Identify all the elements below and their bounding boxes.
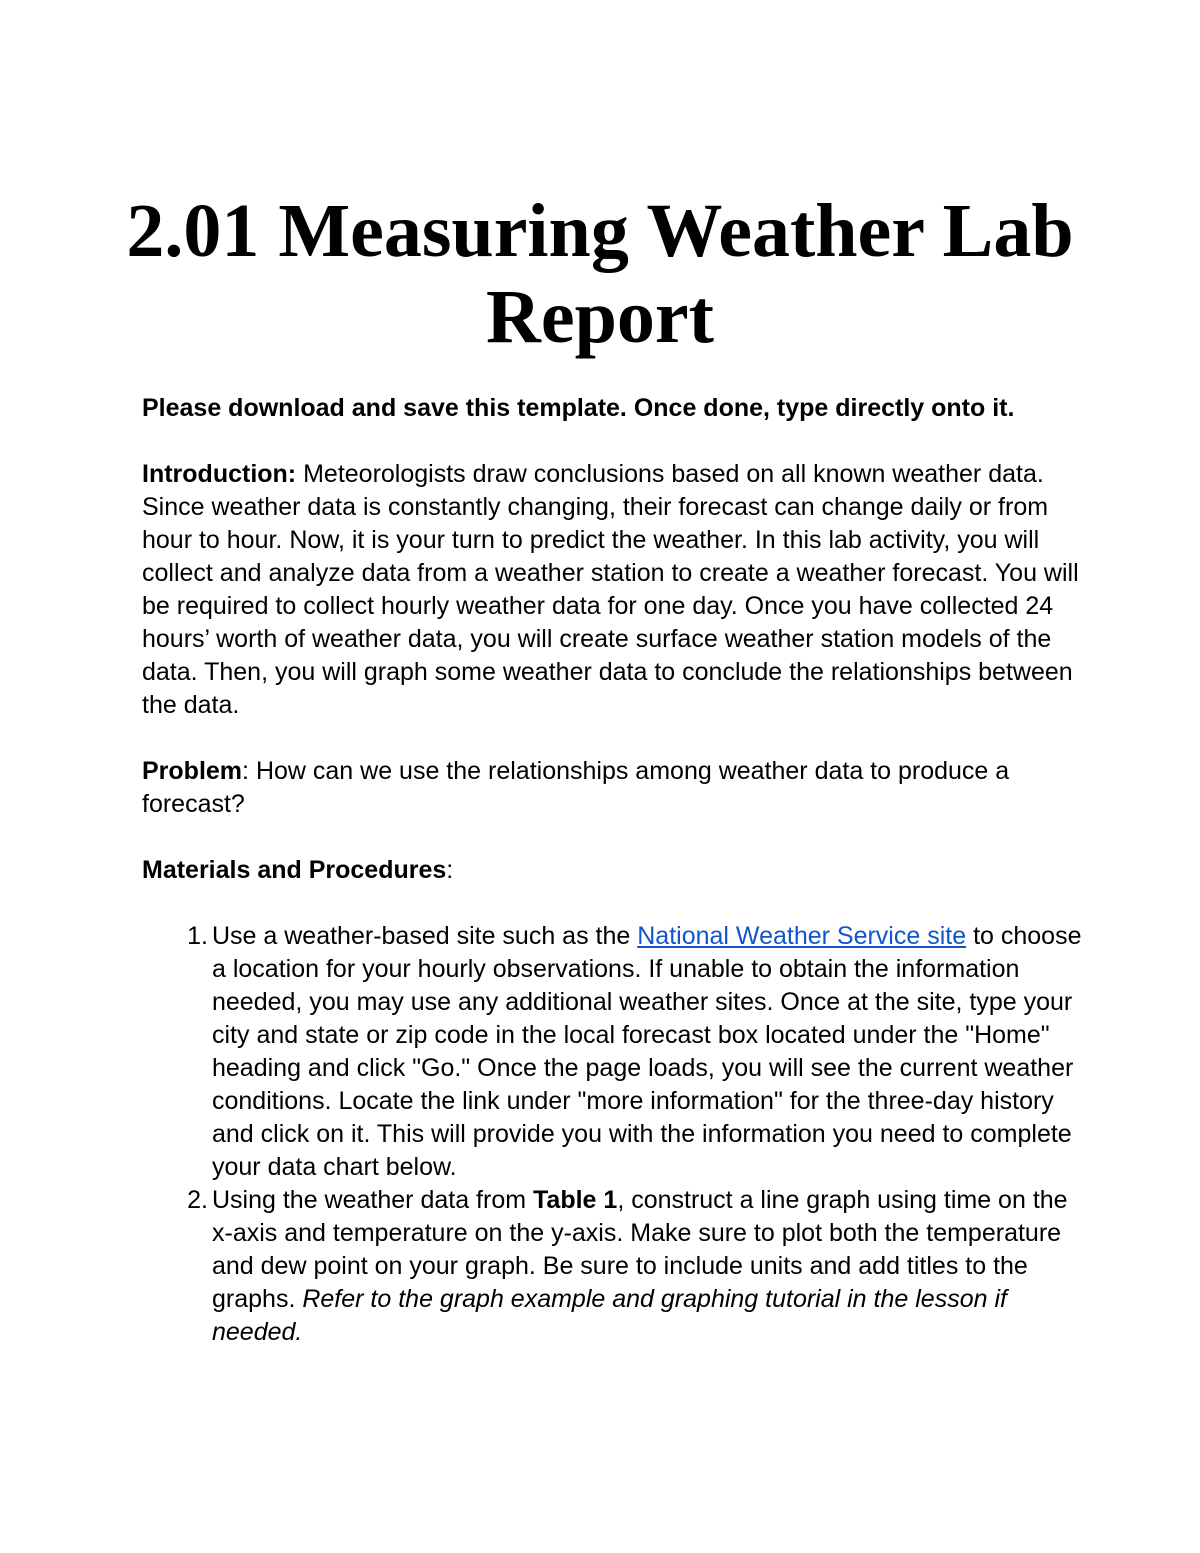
national-weather-service-link[interactable]: National Weather Service site	[637, 922, 967, 950]
list-item	[142, 920, 1082, 1184]
spacer	[142, 887, 1082, 920]
instruction-text: Please download and save this template. Once done, type directly onto it.	[142, 394, 1015, 422]
step-text-before: Use a weather-based site such as the	[212, 922, 631, 950]
materials-heading	[142, 854, 1082, 887]
spacer	[142, 821, 1082, 854]
problem-label: Problem	[142, 757, 243, 785]
document-body	[142, 392, 1082, 1349]
page-title: 2.01 Measuring Weather Lab Report	[126, 189, 1074, 359]
problem-text: How can we use the relationships among weather data to produce a forecast?	[142, 757, 1010, 818]
step-text-middle: , construct a line graph using time on the x-axis and temperature on the y-axis. Make sure to plot both the temperature and dew point on your graph. Be sure to include units and add titles to the graphs.	[212, 1186, 1068, 1313]
step-text-after: to choose a location for your hourly observations. If unable to obtain the information needed, you may use any additional weather sites. Once at the site, type your city and state or zip code in the local forecast box located under the "Home" heading and click "Go." Once the page loads, you will see the current weather conditions. Locate the link under "more information" for the three-day history and click on it. This will provide you with the information you need to complete your data chart below.	[212, 922, 1082, 1181]
list-item	[142, 1184, 1082, 1349]
introduction-text: Meteorologists draw conclusions based on all known weather data. Since weather data is constantly changing, their forecast can change daily or from hour to hour. Now, it is your turn to predict the weather. In this lab activity, you will collect and analyze data from a weather station to create a weather forecast. You will be required to collect hourly weather data for one day. Once you have collected 24 hours’ worth of weather data, you will create surface weather station models of the data. Then, you will graph some weather data to conclude the relationships between the data.	[142, 460, 1079, 719]
list-item-number: 2.	[187, 1186, 208, 1214]
introduction-label: Introduction:	[142, 460, 297, 488]
problem-colon: :	[242, 757, 249, 785]
spacer	[142, 722, 1082, 755]
materials-colon: :	[446, 856, 454, 884]
materials-label: Materials and Procedures	[142, 856, 447, 884]
introduction-paragraph	[142, 458, 1082, 722]
problem-paragraph	[142, 755, 1082, 821]
spacer	[142, 425, 1082, 458]
step-italic-note: Refer to the graph example and graphing tutorial in the lesson if needed.	[212, 1285, 1007, 1346]
table-reference: Table 1	[533, 1186, 618, 1214]
procedure-list	[142, 920, 1082, 1349]
list-item-number: 1.	[187, 922, 208, 950]
step-text-before: Using the weather data from	[212, 1186, 527, 1214]
